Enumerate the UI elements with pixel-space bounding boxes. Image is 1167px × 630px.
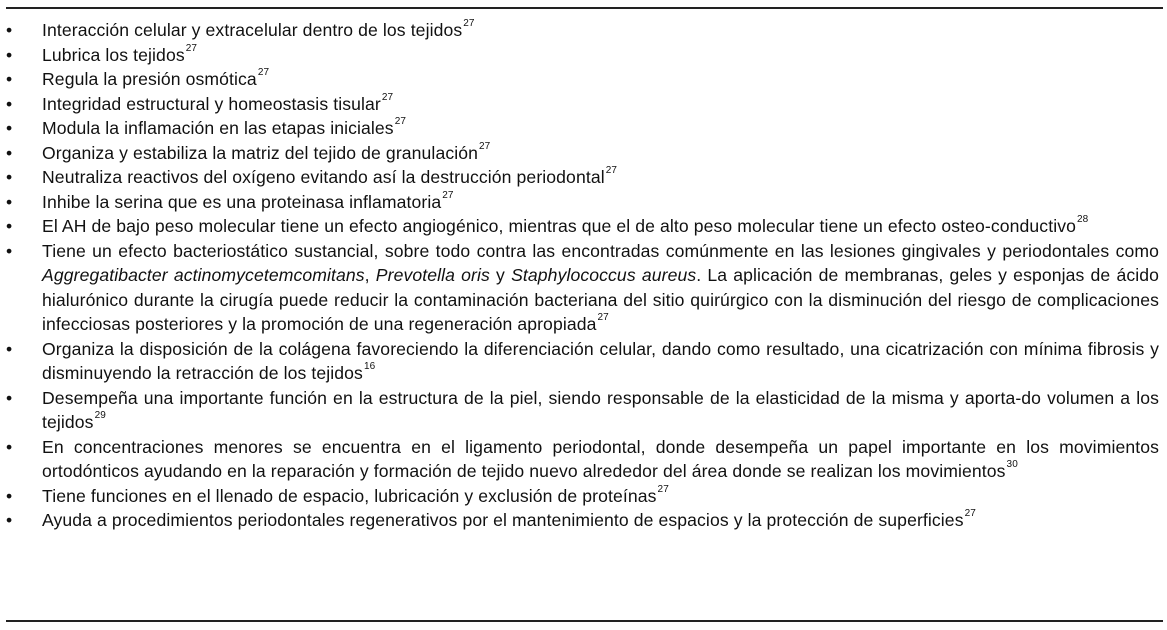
- reference-number: 30: [1006, 459, 1018, 471]
- reference-number: 27: [185, 42, 198, 54]
- reference-number: 27: [442, 189, 454, 201]
- species-name: Prevotella oris: [375, 265, 490, 285]
- bullet-icon: •: [6, 167, 13, 187]
- reference-number: 29: [94, 410, 106, 422]
- list-item: [0, 435, 1167, 484]
- reference-number: 27: [657, 483, 669, 495]
- reference-number: 27: [479, 140, 491, 152]
- species-name: Staphylococcus aureus: [511, 265, 697, 285]
- bullet-icon: •: [6, 44, 13, 65]
- bullet-icon: •: [6, 216, 13, 236]
- list-item: [0, 141, 1167, 166]
- item-text: En concentraciones menores se encuentra en el ligamento periodontal, donde desempeña un papel importante en los movimientos ortodónticos ayudando en la reparación y formación de tejido nuevo alrededor del área donde se realizan los movimientos: [42, 436, 1159, 481]
- item-text-separator: y: [489, 265, 512, 285]
- bullet-icon: •: [6, 387, 13, 408]
- bullet-icon: •: [6, 338, 13, 359]
- bullet-icon: •: [6, 436, 13, 457]
- bullet-icon: •: [6, 240, 13, 261]
- list-item: [0, 484, 1167, 509]
- reference-number: 28: [1076, 214, 1089, 226]
- reference-number: 16: [363, 361, 376, 373]
- item-text: Modula la inflamación en las etapas iniciales: [42, 118, 394, 138]
- list-item: [0, 116, 1167, 141]
- bullet-icon: •: [6, 20, 13, 40]
- list-item: [0, 92, 1167, 117]
- reference-number: 27: [463, 18, 475, 30]
- bullet-icon: •: [6, 142, 13, 163]
- list-item: [0, 18, 1167, 43]
- list-item: [0, 214, 1167, 239]
- list-item: [0, 190, 1167, 215]
- item-text: Interacción celular y extracelular dentro de los tejidos: [42, 20, 463, 40]
- list-item: [0, 386, 1167, 435]
- item-text: El AH de bajo peso molecular tiene un efecto angiogénico, mientras que el de alto peso molecular tiene un efecto osteo-conductivo: [42, 216, 1076, 236]
- item-text: Ayuda a procedimientos periodontales regenerativos por el mantenimiento de espacios y la protección de superficies: [42, 510, 964, 530]
- bullet-icon: •: [6, 69, 13, 89]
- list-item: [0, 165, 1167, 190]
- reference-number: 27: [257, 67, 270, 79]
- list-item: [0, 43, 1167, 68]
- bullet-icon: •: [6, 118, 13, 138]
- item-text-separator: ,: [364, 265, 376, 285]
- species-name: Aggregatibacter actinomycetemcomitans: [42, 265, 365, 285]
- item-text: Organiza la disposición de la colágena favoreciendo la diferenciación celular, dando como resultado, una cicatrización con mínima fibrosis y disminuyendo la retracción de los tejidos: [42, 338, 1159, 383]
- item-text: Regula la presión osmótica: [42, 69, 257, 89]
- functions-list: [0, 18, 1167, 533]
- table-bottom-rule: [6, 620, 1163, 622]
- item-text: Integridad estructural y homeostasis tisular: [42, 93, 381, 114]
- bullet-icon: •: [6, 510, 13, 530]
- item-text: Desempeña una importante función en la estructura de la piel, siendo responsable de la elasticidad de la misma y aporta-do volumen a los tejidos: [42, 387, 1159, 432]
- reference-number: 27: [394, 116, 407, 128]
- bullet-icon: •: [6, 93, 13, 114]
- reference-number: 27: [605, 165, 618, 177]
- reference-number: 27: [381, 91, 394, 103]
- item-text: Organiza y estabiliza la matriz del tejido de granulación: [42, 142, 478, 163]
- item-text: . La aplicación de membranas, geles y esponjas de ácido hialurónico durante la cirugía puede reducir la contaminación bacteriana del sitio quirúrgico con la disminución del riesgo de complicaciones infecciosas posteriores y la promoción de una regeneración apropiada: [42, 265, 1160, 334]
- bullet-icon: •: [6, 191, 13, 212]
- list-item: [0, 239, 1167, 337]
- list-item: [0, 508, 1167, 533]
- table-top-rule: [6, 7, 1163, 9]
- bullet-icon: •: [6, 485, 13, 506]
- item-text: Tiene un efecto bacteriostático sustancial, sobre todo contra las encontradas comúnmente en las lesiones gingivales y periodontales como: [42, 240, 1159, 261]
- reference-number: 27: [597, 312, 609, 324]
- list-item: [0, 67, 1167, 92]
- item-text: Inhibe la serina que es una proteinasa inflamatoria: [42, 191, 442, 212]
- reference-number: 27: [964, 508, 976, 520]
- item-text: Neutraliza reactivos del oxígeno evitando así la destrucción periodontal: [42, 167, 605, 187]
- item-text: Lubrica los tejidos: [42, 44, 185, 65]
- item-text: Tiene funciones en el llenado de espacio, lubricación y exclusión de proteínas: [42, 485, 657, 506]
- list-item: [0, 337, 1167, 386]
